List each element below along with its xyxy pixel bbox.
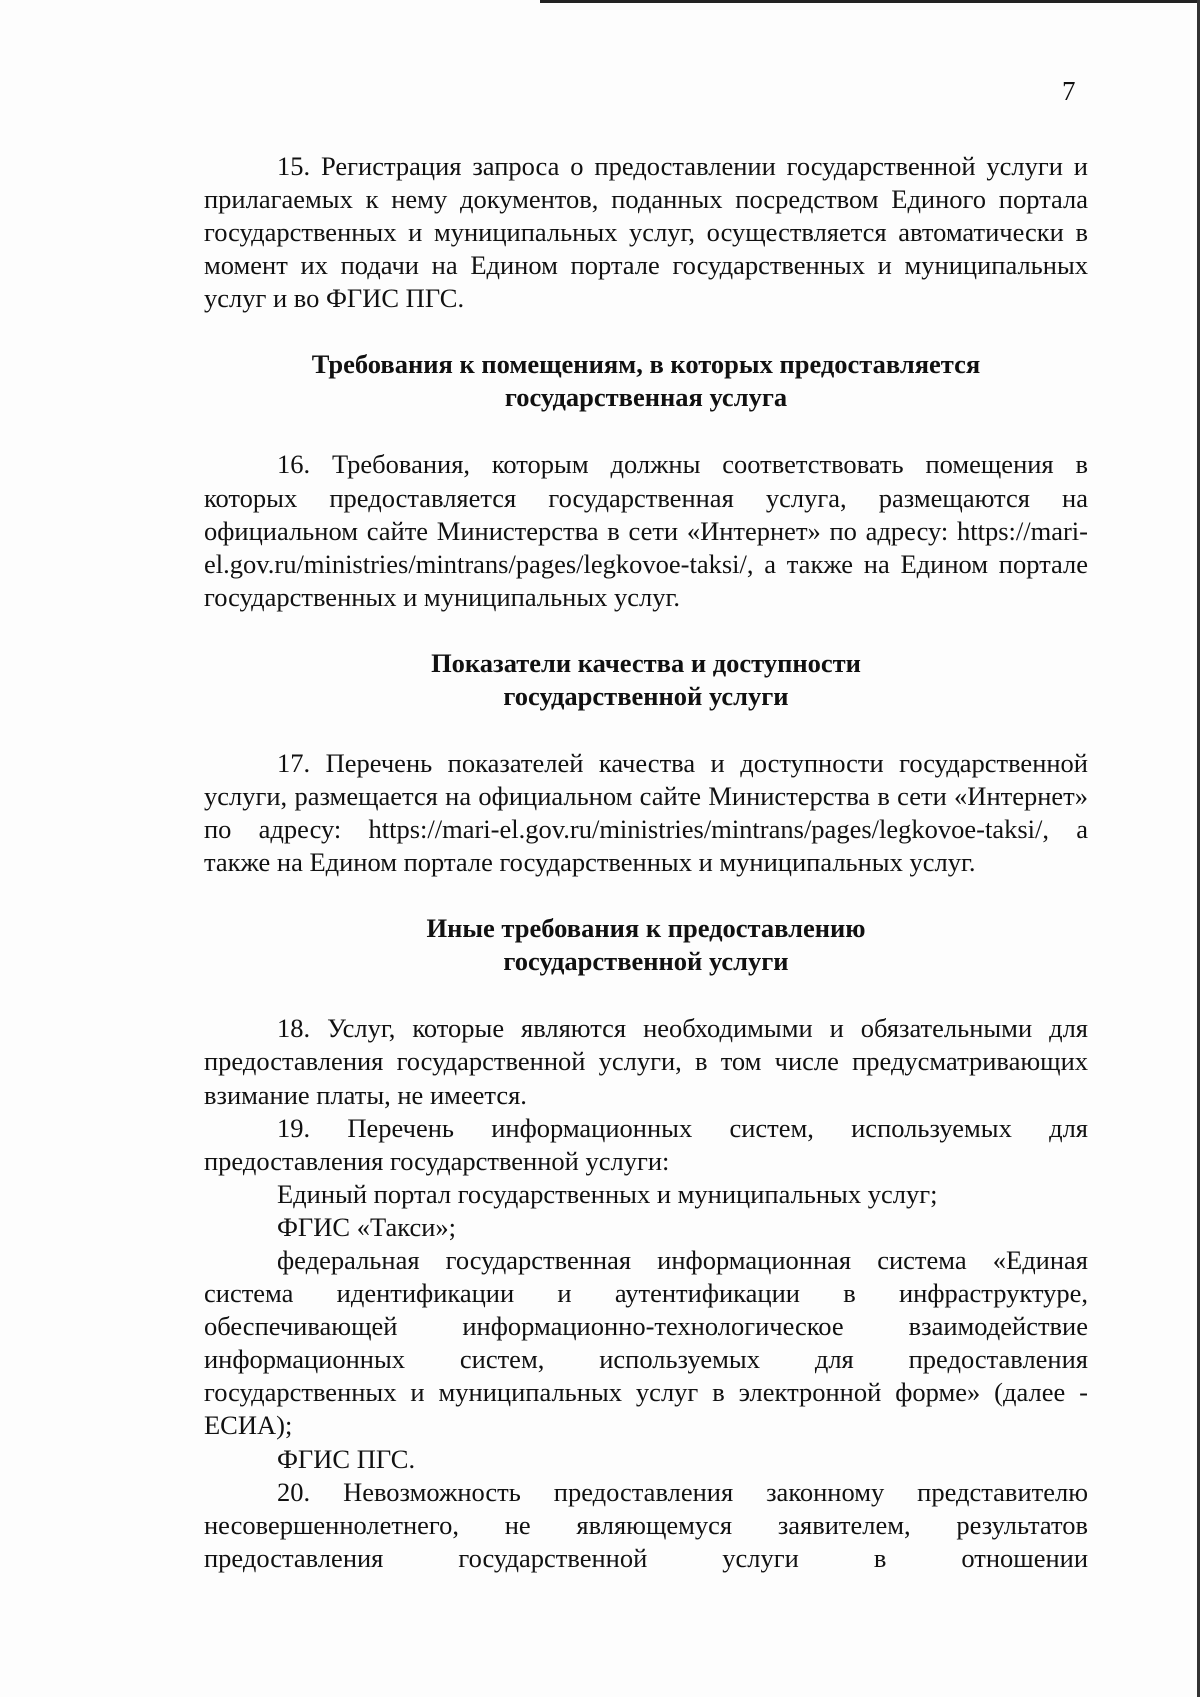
- paragraph-15: 15. Регистрация запроса о предоставлении государственной услуги и прилагаемых к нему документов, поданных посредством Единого портала государственных и муниципальных услуг, осуществляется автоматически в момент их подачи на Едином портале государственных и муниципальных услуг и во ФГИС ПГС.: [204, 151, 1088, 314]
- paragraph-16: 16. Требования, которым должны соответствовать помещения в которых предоставляется государственная услуга, размещаются на официальном сайте Министерства в сети «Интернет» по адресу: https://mari-el.gov.ru/ministries/mintrans/pages/legkovoe-taksi/, а также на Едином портале государственных и муниципальных услуг.: [204, 449, 1088, 612]
- heading-other-line1: Иные требования к предоставлению: [426, 913, 866, 944]
- list-item-portal: Единый портал государственных и муниципальных услуг;: [277, 1178, 938, 1209]
- heading-quality-line1: Показатели качества и доступности: [431, 647, 861, 678]
- heading-premises-line2: государственная услуга: [504, 382, 788, 413]
- paragraph-20: 20. Невозможность предоставления законному представителю несовершеннолетнего, не являющемуся заявителем, результатов предоставления государственной услуги в отношении: [204, 1476, 1088, 1573]
- heading-quality-line2: государственной услуги: [503, 680, 789, 711]
- list-item-pgs: ФГИС ПГС.: [277, 1443, 416, 1474]
- list-item-taxi: ФГИС «Такси»;: [277, 1211, 457, 1242]
- paragraph-19: 19. Перечень информационных систем, используемых для предоставления государственной услуги:: [204, 1112, 1088, 1176]
- list-item-esia: федеральная государственная информационная система «Единая система идентификации и аутентификации в инфраструктуре, обеспечивающей информационно-технологическое взаимодействие информационных систем, используемых для предоставления государственных и муниципальных услуг в электронной форме» (далее - ЕСИА);: [204, 1244, 1088, 1441]
- heading-other-line2: государственной услуги: [503, 946, 789, 977]
- heading-premises-line1: Требования к помещениям, в которых предоставляется: [311, 349, 981, 380]
- paragraph-18: 18. Услуг, которые являются необходимыми и обязательными для предоставления государственной услуги, в том числе предусматривающих взимание платы, не имеется.: [204, 1013, 1088, 1110]
- document-body: [204, 150, 1088, 1575]
- scan-edge-top: [540, 0, 1200, 3]
- paragraph-17: 17. Перечень показателей качества и доступности государственной услуги, размещается на официальном сайте Министерства в сети «Интернет» по адресу: https://mari-el.gov.ru/ministries/mintrans/pages/legkovoe-taksi/, а также на Едином портале государственных и муниципальных услуг.: [204, 747, 1088, 878]
- page-number: 7: [1062, 76, 1076, 106]
